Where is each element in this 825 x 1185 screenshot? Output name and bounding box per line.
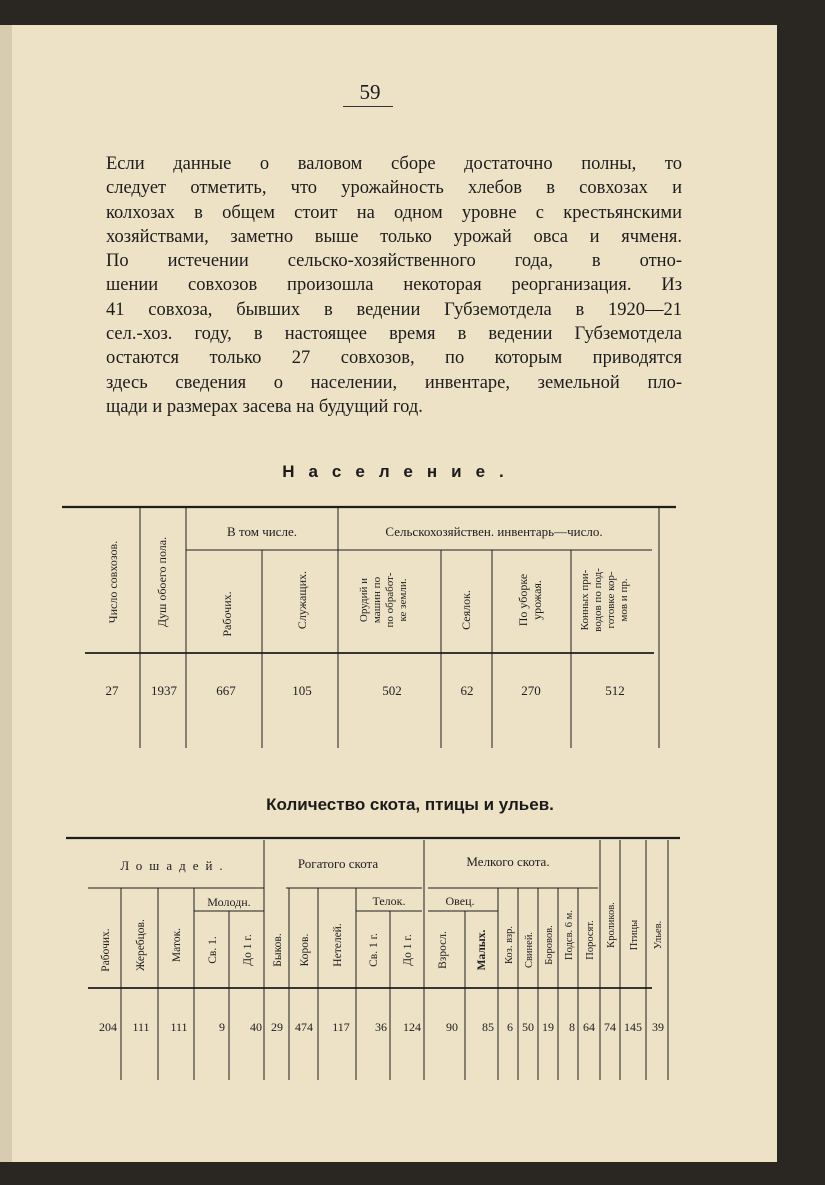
table2-col-header: Нетелей. — [332, 923, 344, 967]
table1 — [62, 507, 676, 748]
table2-value: 124 — [403, 1020, 421, 1034]
table2-value: 204 — [99, 1020, 117, 1034]
table2-value: 474 — [295, 1020, 313, 1034]
table1-col-harvest-line: По уборке — [516, 573, 530, 627]
table2-group-small: Мелкого скота. — [466, 854, 550, 869]
table1-col-drives-line: готовке кор- — [605, 571, 617, 629]
table1-title: Население. — [282, 462, 518, 481]
table2-col-header: Кроликов. — [606, 902, 617, 948]
table2-value: 9 — [219, 1020, 225, 1034]
table2-value: 85 — [482, 1020, 494, 1034]
table1-col-tools-line: Орудий и — [358, 577, 370, 623]
table2-group-horses: Лошадей. — [120, 858, 230, 873]
table2-value: 117 — [332, 1020, 350, 1034]
table2-value: 36 — [375, 1020, 387, 1034]
table2-col-header: Коров. — [299, 933, 311, 967]
table2-col-header: Взросл. — [437, 931, 449, 969]
table1-col-harvest-line: урожая. — [530, 580, 544, 620]
table2-value: 19 — [542, 1020, 554, 1034]
table2-col-header: Быков. — [272, 933, 284, 967]
table1-col-tools-line: машин по — [371, 576, 383, 624]
table1-col-drives-line: мов и пр. — [618, 578, 630, 622]
paragraph-line: щади и размерах засева на будущий год. — [106, 396, 423, 417]
table2-col-header: Св. 1 г. — [368, 933, 380, 967]
page-number: 59 — [359, 80, 381, 104]
table1-group-in-that: В том числе. — [227, 524, 297, 539]
paragraph-line: хозяйствами, заметно выше только урожай овса и ячменя. — [106, 226, 682, 247]
table1-col-seeders: Сеялок. — [459, 590, 473, 630]
table2-col-header: Св. 1. — [207, 936, 219, 964]
paragraph-line: Если данные о валовом сборе достаточно полны, то — [106, 154, 682, 174]
table2-group-sheep: Овец. — [445, 894, 475, 908]
table2-value: 6 — [507, 1020, 513, 1034]
table1-col-persons: Душ обоего пола. — [155, 536, 169, 628]
table2-value: 145 — [624, 1020, 642, 1034]
table2-value: 111 — [132, 1020, 150, 1034]
table2-col-header: Птицы — [629, 919, 640, 951]
table2-value: 50 — [522, 1020, 534, 1034]
paragraph-line: сел.-хоз. году, в настоящее время в ведении Губземотдела — [106, 324, 682, 345]
table1-value: 270 — [521, 683, 541, 698]
table2-col-header: Ульев. — [653, 920, 664, 950]
paragraph-line: шении совхозов произошла некоторая реорганизация. Из — [106, 275, 682, 296]
paragraph-line: следует отметить, что урожайность хлебов в совхозах и — [106, 178, 682, 199]
table2-title: Количество скота, птицы и ульев. — [266, 795, 554, 814]
table1-value: 502 — [382, 683, 402, 698]
table2-col-header: До 1 г. — [402, 934, 414, 966]
table2-col-header: До 1 г. — [242, 934, 254, 966]
table1-value: 27 — [105, 683, 119, 698]
table2-col-header: Рабочих. — [100, 928, 112, 972]
table1-value: 512 — [605, 683, 625, 698]
table2-value: 111 — [170, 1020, 188, 1034]
table2-value: 39 — [652, 1020, 664, 1034]
table2-col-header: Жеребцов. — [135, 919, 147, 971]
table2-group-young: Молодн. — [207, 895, 251, 909]
table1-value: 62 — [460, 683, 474, 698]
table2-col-header: Боровов. — [544, 925, 555, 965]
table2-col-header: Свиней. — [524, 931, 535, 969]
table2-col-header: Поросят. — [585, 920, 596, 960]
paragraph-line: 41 совхоза, бывших в ведении Губземотдела в 1920—21 — [106, 299, 682, 320]
table1-value: 105 — [292, 683, 312, 698]
table1-col-drives-line: Конных при- — [579, 569, 591, 631]
table2-value: 90 — [446, 1020, 458, 1034]
table2-col-header: Малых. — [476, 929, 488, 971]
paragraph-line: колхозах в общем стоит на одном уровне с крестьянскими — [106, 202, 682, 223]
table1-col-farms: Число совхозов. — [106, 540, 120, 624]
table2-value: 29 — [271, 1020, 283, 1034]
table1-col-workers: Рабочих. — [220, 591, 234, 637]
table2-col-header: Подсв. 6 м. — [564, 910, 575, 960]
table1-col-employees: Служащих. — [295, 570, 309, 630]
table2-col-header: Маток. — [171, 927, 183, 963]
table1-group-inventory: Сельскохозяйствен. инвентарь—число. — [385, 524, 603, 539]
table1-col-drives — [579, 568, 630, 632]
table1-col-drives-line: водов по под- — [592, 568, 604, 632]
table2-group-cattle: Рогатого скота — [297, 856, 379, 871]
table2-value: 40 — [250, 1020, 262, 1034]
table1-col-tools-line: ке земли. — [397, 578, 409, 622]
table1-col-tools-line: по обработ- — [384, 572, 396, 628]
paragraph-line: здесь сведения о населении, инвентаре, земельной пло- — [106, 372, 682, 393]
table2-value: 8 — [569, 1020, 575, 1034]
table2-col-headers — [100, 902, 664, 972]
table1-col-tools — [358, 572, 409, 627]
table2 — [66, 838, 680, 1080]
paragraph-line: остаются только 27 совхозов, по которым приводятся — [106, 348, 682, 369]
table1-col-harvest — [516, 574, 544, 626]
table1-value: 1937 — [151, 683, 177, 698]
table2-value: 64 — [583, 1020, 595, 1034]
table2-values — [99, 1020, 664, 1034]
table2-value: 74 — [604, 1020, 616, 1034]
table2-col-header: Коз. взр. — [504, 925, 515, 965]
table2-group-calves: Телок. — [372, 894, 406, 908]
paragraph-line: По истечении сельско-хозяйственного года, в отно- — [106, 251, 682, 272]
table1-value: 667 — [216, 683, 236, 698]
